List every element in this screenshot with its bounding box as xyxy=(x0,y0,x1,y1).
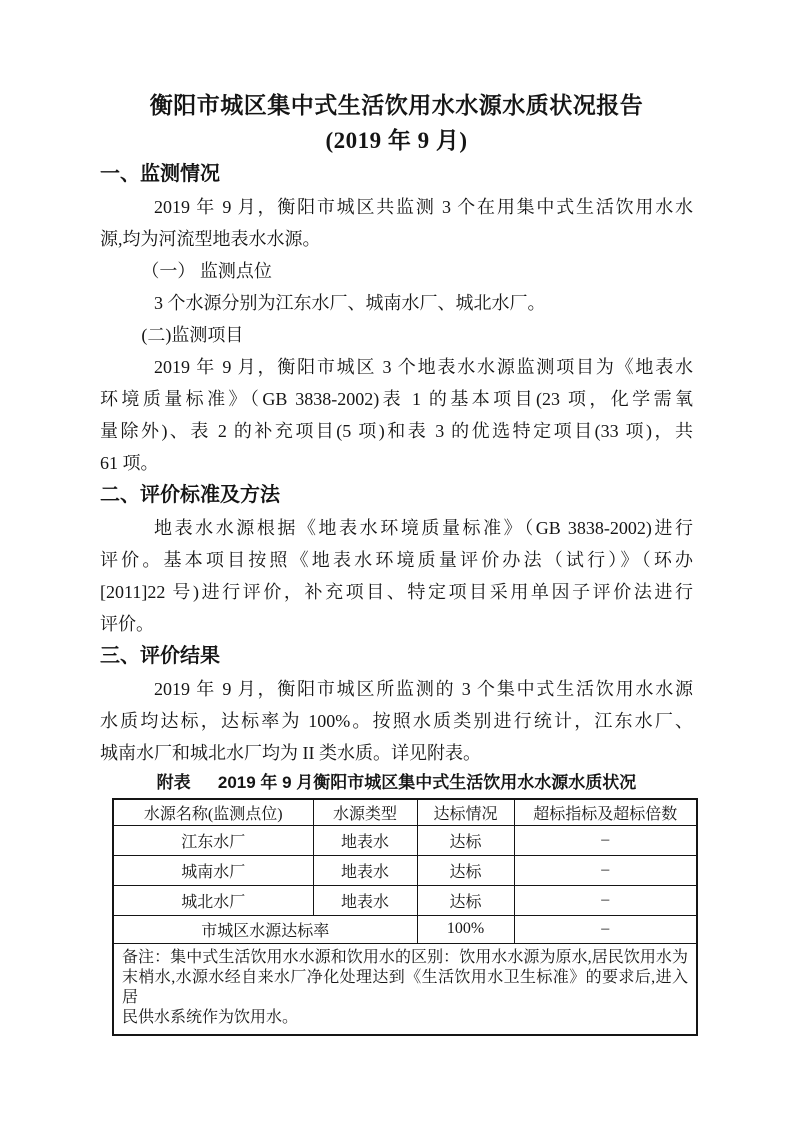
table-cell: 城南水厂 xyxy=(113,855,313,885)
paragraph-line: 2019 年 9 月，衡阳市城区所监测的 3 个集中式生活饮用水水源 xyxy=(154,679,693,699)
paragraph-line: 2019 年 9 月，衡阳市城区共监测 3 个在用集中式生活饮用水水 xyxy=(154,197,693,217)
paragraph-line: 环境质量标准》（GB 3838-2002)表 1 的基本项目(23 项，化学需氧 xyxy=(100,389,693,409)
paragraph-line: 水质均达标，达标率为 100%。按照水质类别进行统计，江东水厂、 xyxy=(100,711,693,731)
paragraph-line: 城南水厂和城北水厂均为 II 类水质。详见附表。 xyxy=(100,743,481,763)
col-header-compliance: 达标情况 xyxy=(417,799,514,825)
col-header-source-name: 水源名称(监测点位) xyxy=(113,799,313,825)
table-cell: – xyxy=(514,885,697,915)
table-cell: 达标 xyxy=(417,825,514,855)
table-row xyxy=(113,885,697,915)
appendix-caption-label: 附表 xyxy=(156,773,191,792)
table-cell: 江东水厂 xyxy=(113,825,313,855)
paragraph-line: [2011]22 号)进行评价，补充项目、特定项目采用单因子评价法进行 xyxy=(100,582,693,602)
table-cell: – xyxy=(514,825,697,855)
section-1-heading: 一、监测情况 xyxy=(100,163,220,185)
paragraph-line: 评价。 xyxy=(100,614,154,634)
table-header-row xyxy=(113,799,697,825)
note-line: 备注：集中式生活饮用水水源和饮用水的区别：饮用水水源为原水,居民饮用水为 xyxy=(122,948,688,966)
section-3-heading: 三、评价结果 xyxy=(100,645,220,667)
paragraph-line: 量除外)、表 2 的补充项目(5 项)和表 3 的优选特定项目(33 项)，共 xyxy=(100,421,693,441)
paragraph-line: 2019 年 9 月，衡阳市城区 3 个地表水水源监测项目为《地表水 xyxy=(154,357,693,377)
water-quality-table xyxy=(112,798,698,1036)
col-header-source-type: 水源类型 xyxy=(313,799,417,825)
table-cell: 城北水厂 xyxy=(113,885,313,915)
note-cell xyxy=(113,943,697,1035)
table-summary-row xyxy=(113,915,697,943)
summary-label-cell: 市城区水源达标率 xyxy=(113,915,417,943)
subsection-2-label: (二)监测项目 xyxy=(141,325,244,345)
summary-value-cell: 100% xyxy=(417,915,514,943)
appendix-caption xyxy=(100,771,693,795)
subsection-1-label: （一） 监测点位 xyxy=(141,261,272,281)
table-note-row xyxy=(113,943,697,1035)
summary-dash-cell: – xyxy=(514,915,697,943)
paragraph-line: 源,均为河流型地表水水源。 xyxy=(100,229,321,249)
table-cell: – xyxy=(514,855,697,885)
table-cell: 地表水 xyxy=(313,825,417,855)
paragraph-line: 评价。基本项目按照《地表水环境质量评价办法（试行）》（环办 xyxy=(100,550,693,570)
report-title: 衡阳市城区集中式生活饮用水水源水质状况报告 xyxy=(149,93,644,118)
section-2-heading: 二、评价标准及方法 xyxy=(100,484,280,506)
table-cell: 地表水 xyxy=(313,855,417,885)
appendix-caption-text: 2019 年 9 月衡阳市城区集中式生活饮用水水源水质状况 xyxy=(217,773,637,792)
paragraph-line: 61 项。 xyxy=(100,453,159,473)
col-header-exceedance: 超标指标及超标倍数 xyxy=(514,799,697,825)
table-row xyxy=(113,855,697,885)
table-row xyxy=(113,825,697,855)
paragraph-line: 3 个水源分别为江东水厂、城南水厂、城北水厂。 xyxy=(154,293,546,313)
note-line: 民供水系统作为饮用水。 xyxy=(122,1008,299,1026)
report-subtitle: (2019 年 9 月) xyxy=(325,128,468,153)
table-cell: 地表水 xyxy=(313,885,417,915)
table-cell: 达标 xyxy=(417,855,514,885)
paragraph-line: 地表水水源根据《地表水环境质量标准》（GB 3838-2002)进行 xyxy=(154,518,693,538)
note-line: 末梢水,水源水经自来水厂净化处理达到《生活饮用水卫生标准》的要求后,进入居 xyxy=(122,968,688,1006)
table-cell: 达标 xyxy=(417,885,514,915)
